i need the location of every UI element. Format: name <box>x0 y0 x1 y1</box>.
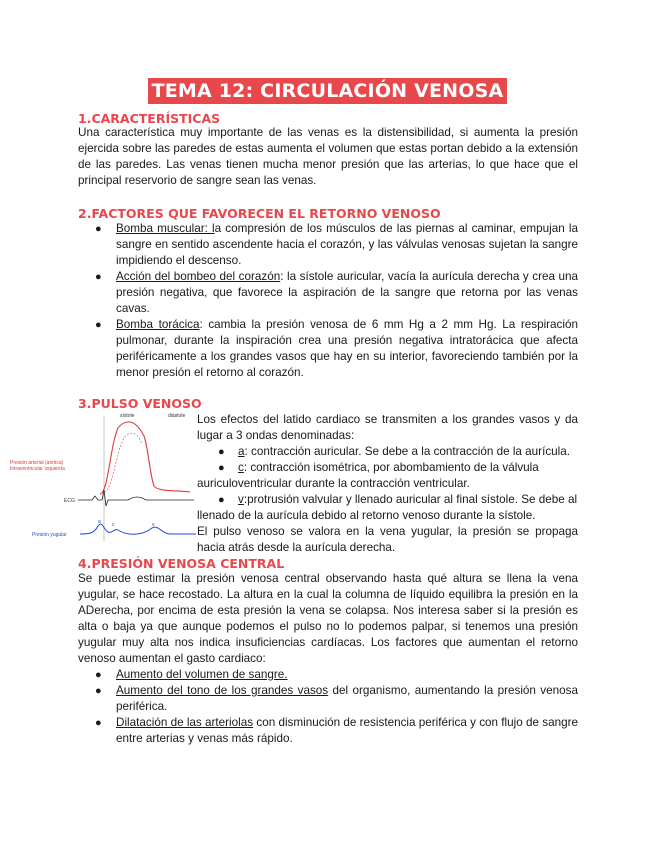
bullet-icon: ● <box>95 685 102 697</box>
label-a: a <box>98 519 101 525</box>
wave-c-continuation: auriculoventricular durante la contracción ventricular. <box>197 477 470 490</box>
page-title: TEMA 12: CIRCULACIÓN VENOSA <box>148 78 508 104</box>
item-term: Aumento del volumen de sangre. <box>116 668 288 681</box>
item-text: del organismo, aumentando la presión venosa periférica. <box>116 684 578 713</box>
item-term: Bomba muscular: l <box>116 222 215 235</box>
wave-term: c <box>238 461 244 474</box>
label-v: v <box>152 522 155 528</box>
venous-pulse-figure <box>8 406 198 544</box>
wave-term: v <box>238 493 244 506</box>
section-3-text <box>197 412 578 556</box>
bullet-icon: ● <box>95 717 102 729</box>
bullet-icon: ● <box>95 669 102 681</box>
list-item <box>78 269 578 317</box>
section-4-heading: 4.PRESIÓN VENOSA CENTRAL <box>78 556 285 571</box>
wave-v-continuation: llenado de la aurícula debido al retorno venoso durante la sístole. <box>197 509 536 522</box>
bullet-icon: ● <box>95 319 102 331</box>
title-wrap <box>0 78 655 104</box>
label-arterial: Presión arterial (aórtica) <box>10 460 64 466</box>
section-2-list <box>78 221 578 381</box>
section-3-heading: 3.PULSO VENOSO <box>78 396 202 411</box>
list-item <box>78 715 578 747</box>
bullet-icon: ● <box>218 494 225 506</box>
arterial-pressure-line <box>100 422 190 494</box>
ecg-line <box>78 490 194 506</box>
item-term: Bomba torácica <box>116 318 200 331</box>
section-4-list <box>78 667 578 747</box>
label-ecg: ECG <box>64 498 75 504</box>
label-yugular: Presión yugular <box>32 532 67 538</box>
item-term: Acción del bombeo del corazón <box>116 270 281 283</box>
wave-item <box>197 460 578 476</box>
label-c: c <box>112 522 115 528</box>
section-3-outro: El pulso venoso se valora en la vena yugular, la presión se propaga hacia atrás desde la aurícula derecha. <box>197 525 578 554</box>
section-3-intro: Los efectos del latido cardiaco se transmiten a los grandes vasos y da lugar a 3 ondas denominadas: <box>197 413 578 442</box>
list-item <box>78 221 578 269</box>
section-1-text: Una característica muy importante de las venas es la distensibilidad, si aumenta la presión ejercida sobre las paredes de estas aumenta el volumen que estas portan debido a la extensión de las paredes. Las venas tienen mucha menor presión que las arterias, lo que hace que el principal reservorio de sangre sean las venas. <box>78 126 578 187</box>
item-text: : cambia la presión venosa de 6 mm Hg a 2 mm Hg. La respiración pulmonar, durante la inspiración crea una presión negativa intratorácica que afecta periféricamente a los grandes vasos que hay en su interior, favoreciendo también por la menor presión el retorno al corazón. <box>116 318 578 379</box>
section-1-heading: 1.CARACTERÍSTICAS <box>78 111 221 126</box>
jugular-pressure-line <box>80 524 196 534</box>
item-term: Aumento del tono de los grandes vasos <box>116 684 329 697</box>
wave-item <box>197 492 578 508</box>
wave-text: : contracción isométrica, por abombamiento de la válvula <box>243 461 539 474</box>
list-item <box>78 667 578 683</box>
wave-text: : contracción auricular. Se debe a la contracción de la aurícula. <box>244 445 571 458</box>
label-arterial-2: Intraventricular izquierda <box>10 466 65 472</box>
wave-text: :protrusión valvular y llenado auricular al final sístole. Se debe al <box>243 493 578 506</box>
wave-term: a <box>238 445 245 458</box>
item-text: a compresión de los músculos de las piernas al caminar, empujan la sangre en sentido ascendente hacia el corazón, y las válvulas venosas sujetan la sangre impidiendo el descenso. <box>116 222 578 267</box>
bullet-icon: ● <box>218 462 225 474</box>
section-4-text: Se puede estimar la presión venosa central observando hasta qué altura se llena la vena yugular, se hace recostado. La altura en la cual la columna de líquido equilibra la presión en la ADerecha, por encima de esta presión la vena se colapsa. Nos interesa saber si la presión es alta o baja ya que aunque podemos el pulso no lo podemos palpar, si tenemos una presión yugular muy alta nos indica insuficiencias cardíacas. Los factores que aumentan el retorno venoso aumentan el gasto cardiaco: <box>78 572 578 665</box>
wave-item <box>197 444 578 460</box>
item-text: : la sístole auricular, vacía la aurícula derecha y crea una presión negativa, que favorece la aspiración de la sangre que retorna por las venas cavas. <box>116 270 578 315</box>
label-sistole: sístole <box>120 413 135 419</box>
bullet-icon: ● <box>218 446 225 458</box>
section-2-heading: 2.FACTORES QUE FAVORECEN EL RETORNO VENOSO <box>78 206 441 221</box>
item-text: con disminución de resistencia periférica y con flujo de sangre entre arterias y venas más rápido. <box>116 716 578 745</box>
label-diastole: diástole <box>168 413 186 419</box>
item-term: Dilatación de las arteriolas <box>116 716 254 729</box>
bullet-icon: ● <box>95 223 102 235</box>
list-item <box>78 317 578 381</box>
list-item <box>78 683 578 715</box>
bullet-icon: ● <box>95 271 102 283</box>
